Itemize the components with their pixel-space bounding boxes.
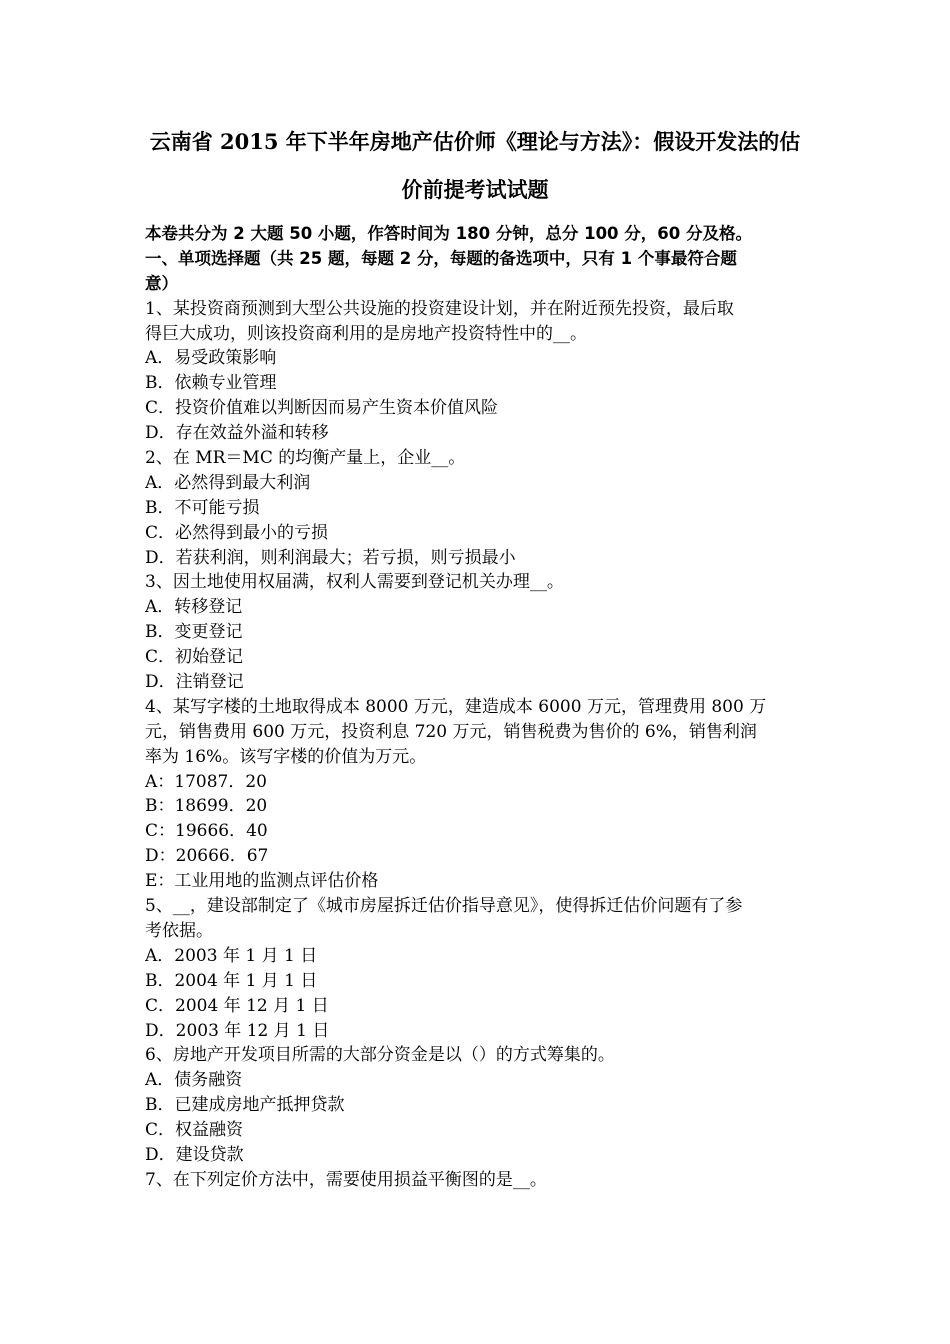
text-line: D．建设贷款 (145, 1144, 244, 1165)
text-line: C．投资价值难以判断因而易产生资本价值风险 (145, 398, 499, 419)
text-line: D．若获利润，则利润最大；若亏损，则亏损最小 (145, 547, 516, 568)
text-line: 一、单项选择题（共 25 题，每题 2 分，每题的备选项中，只有 1 个事最符合题 (145, 248, 737, 268)
text-line: 2、在 MR＝MC 的均衡产量上，企业__。 (145, 448, 466, 469)
text-line: C：19666．40 (145, 821, 268, 842)
text-line: D．存在效益外溢和转移 (145, 423, 329, 444)
text-line: A．2003 年 1 月 1 日 (145, 945, 318, 966)
text-line: 7、在下列定价方法中，需要使用损益平衡图的是__。 (145, 1169, 547, 1190)
text-line: B：18699．20 (145, 796, 268, 817)
text-line: B．不可能亏损 (145, 497, 260, 518)
text-line: 意） (145, 273, 178, 293)
text-line: C．初始登记 (145, 647, 244, 668)
text-line: 5、__，建设部制定了《城市房屋拆迁估价指导意见》，使得拆迁估价问题有了参 (145, 896, 743, 917)
document-title-line-1: 云南省 2015 年下半年房地产估价师《理论与方法》：假设开发法的估 (149, 129, 801, 154)
text-line: A．转移登记 (145, 597, 243, 618)
text-line: A．债务融资 (145, 1070, 243, 1091)
text-line: A．易受政策影响 (145, 348, 277, 369)
text-line: 1、某投资商预测到大型公共设施的投资建设计划，并在附近预先投资，最后取 (145, 298, 734, 319)
text-line: B．依赖专业管理 (145, 373, 277, 394)
text-line: 6、房地产开发项目所需的大部分资金是以（）的方式筹集的。 (145, 1045, 615, 1066)
text-line: B．2004 年 1 月 1 日 (145, 970, 318, 991)
text-line: 考依据。 (145, 920, 213, 941)
text-line: 得巨大成功，则该投资商利用的是房地产投资特性中的__。 (145, 323, 587, 344)
text-line: C．必然得到最小的亏损 (145, 522, 329, 543)
text-line: C．权益融资 (145, 1120, 244, 1141)
text-line: 率为 16%。该写字楼的价值为万元。 (145, 746, 427, 767)
text-line: D．2003 年 12 月 1 日 (145, 1020, 330, 1041)
document-title-line-2: 价前提考试试题 (401, 177, 549, 202)
text-line: C．2004 年 12 月 1 日 (145, 995, 329, 1016)
text-line: B．变更登记 (145, 622, 243, 643)
document-body (145, 222, 813, 1193)
text-line: A．必然得到最大利润 (145, 472, 311, 493)
text-line: D：20666．67 (145, 846, 269, 867)
text-line: B．已建成房地产抵押贷款 (145, 1095, 345, 1116)
text-line: 本卷共分为 2 大题 50 小题，作答时间为 180 分钟，总分 100 分，60 分及格。 (145, 224, 752, 243)
text-line: D．注销登记 (145, 672, 244, 693)
text-line: A：17087．20 (145, 771, 267, 792)
text-line: 4、某写字楼的土地取得成本 8000 万元，建造成本 6000 万元，管理费用 800 万 (145, 696, 767, 717)
text-line: E：工业用地的监测点评估价格 (145, 871, 379, 892)
text-line: 元，销售费用 600 万元，投资利息 720 万元，销售税费为售价的 6%，销售利润 (145, 721, 757, 742)
text-line: 3、因土地使用权届满，权利人需要到登记机关办理__。 (145, 572, 564, 593)
